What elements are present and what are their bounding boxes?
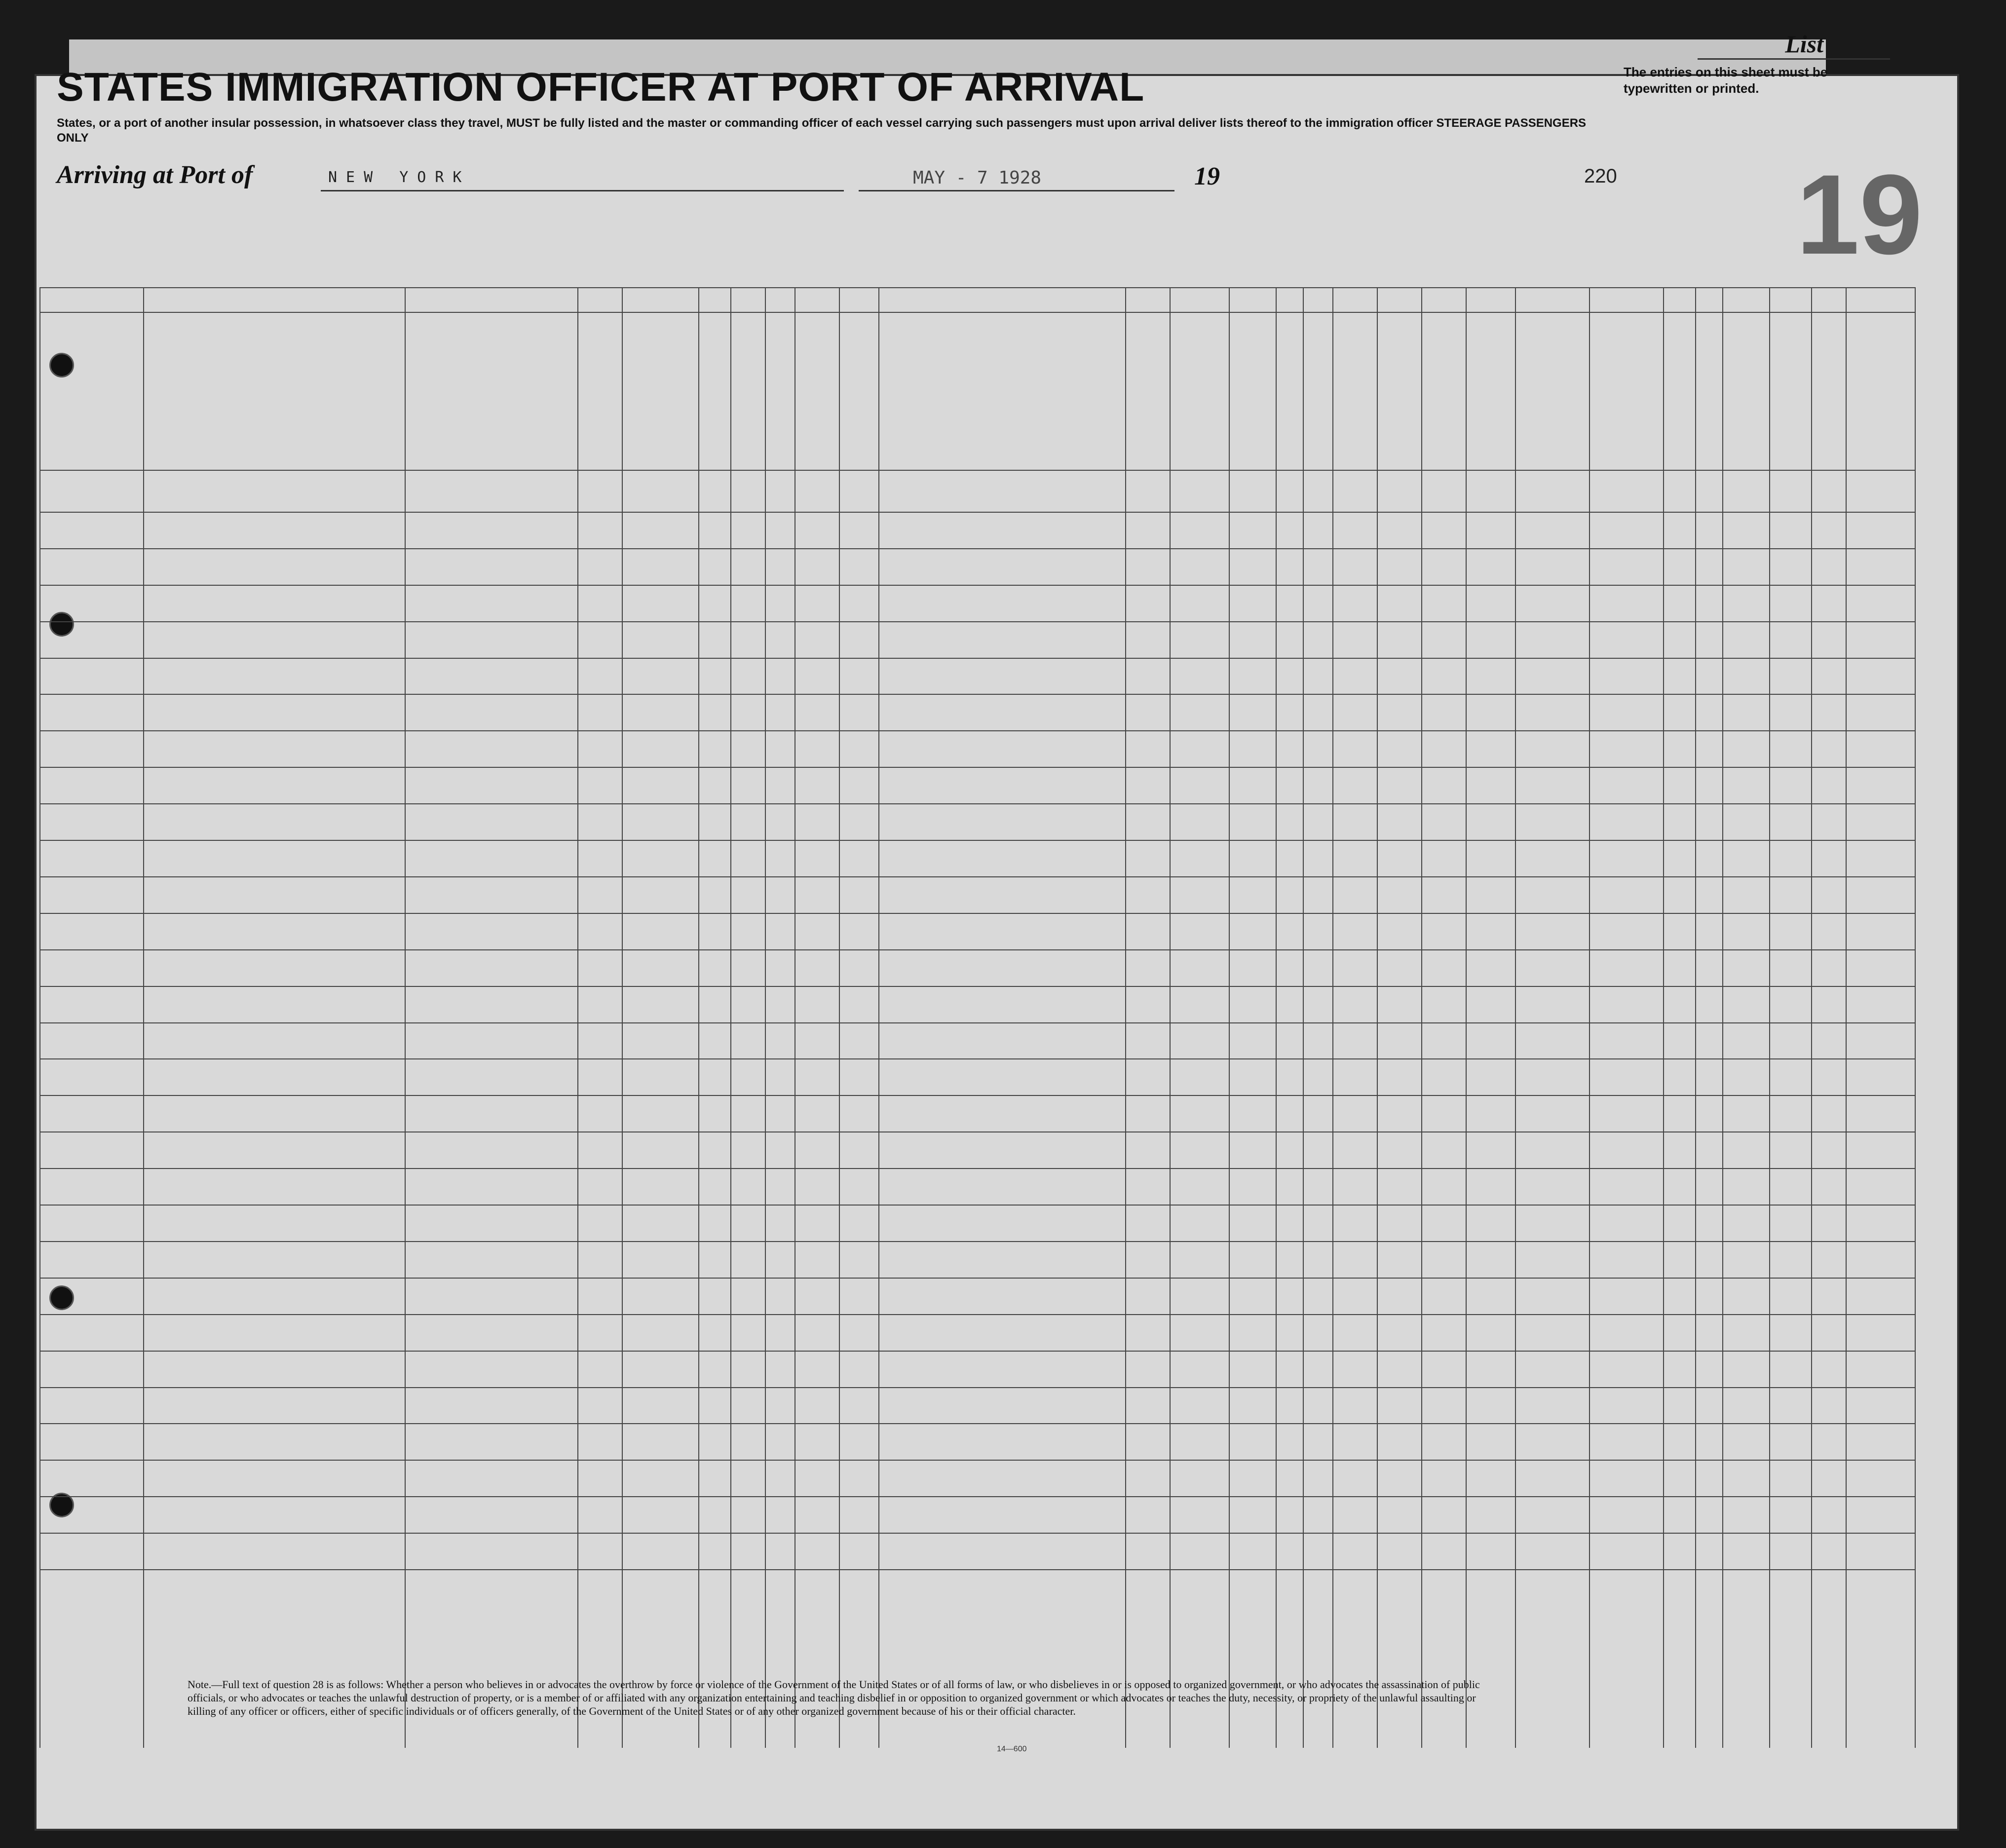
row-rule bbox=[39, 621, 1915, 622]
row-rule bbox=[39, 730, 1915, 731]
row-rule bbox=[39, 1569, 1915, 1570]
column-rule bbox=[1722, 287, 1723, 1748]
column-rule bbox=[1663, 287, 1664, 1748]
column-rule bbox=[1466, 287, 1467, 1748]
row-rule bbox=[39, 1168, 1915, 1169]
row-rule bbox=[39, 1205, 1915, 1206]
column-rule bbox=[1695, 287, 1696, 1748]
column-rule bbox=[577, 287, 578, 1748]
column-rule bbox=[405, 287, 406, 1748]
footnote-question-28: Note.—Full text of question 28 is as follows: Whether a person who believes in or advocates the overthrow by force or violence of the Government of the United States or of all forms of law, or who disbelieves in or is opposed to organized government, or who advocates the assassination of public officials, or who advocates or teaches the unlawful destruction of property, or is a member of or affiliated with any organization entertaining and teaching disbelief in or opposition to organized government or which advocates or teaches the duty, necessity, or propriety of the unlawful assaulting or killing of any officer or officers, either of specific individuals or of officers generally, of the Government of the United States or of any other organized government because of his or their official character. bbox=[188, 1678, 1480, 1717]
column-rule bbox=[143, 287, 144, 1748]
column-rule bbox=[1303, 287, 1304, 1748]
form-code: 14—600 bbox=[997, 1745, 1027, 1753]
column-rule bbox=[1421, 287, 1422, 1748]
column-rule bbox=[878, 287, 879, 1748]
row-rule bbox=[39, 1058, 1915, 1059]
row-rule bbox=[39, 512, 1915, 513]
column-rule bbox=[1170, 287, 1171, 1748]
row-rule bbox=[39, 548, 1915, 549]
column-rule bbox=[1229, 287, 1230, 1748]
row-rule bbox=[39, 803, 1915, 804]
arriving-label: Arriving at Port of bbox=[57, 161, 253, 189]
column-rule bbox=[839, 287, 840, 1748]
row-rule bbox=[39, 949, 1915, 950]
column-rule bbox=[1125, 287, 1126, 1748]
column-rule bbox=[1276, 287, 1277, 1748]
list-label: List bbox=[1785, 30, 1823, 58]
date-stamp: MAY - 7 1928 bbox=[913, 168, 1042, 188]
row-rule bbox=[39, 840, 1915, 841]
row-rule bbox=[39, 585, 1915, 586]
column-rule bbox=[1769, 287, 1770, 1748]
port-value: NEW YORK bbox=[328, 169, 471, 186]
row-rule bbox=[39, 1131, 1915, 1132]
column-rule bbox=[39, 287, 40, 1748]
column-rule bbox=[1377, 287, 1378, 1748]
column-rule bbox=[1515, 287, 1516, 1748]
header-rule bbox=[39, 312, 1915, 313]
page-title: STATES IMMIGRATION OFFICER AT PORT OF ARRIVAL bbox=[57, 65, 1145, 110]
row-rule bbox=[39, 1533, 1915, 1534]
column-rule bbox=[1811, 287, 1812, 1748]
row-rule bbox=[39, 1423, 1915, 1424]
column-rule bbox=[622, 287, 623, 1748]
instructions-text: States, or a port of another insular possession, in whatsoever class they travel, MUST be fully listed and the master or commanding officer of each vessel carrying such passengers must upon arrival deliver lists thereof to the immigration officer STEERAGE PASSENGERS ONLY bbox=[57, 116, 1587, 145]
port-underline bbox=[321, 190, 844, 191]
column-rule bbox=[1846, 287, 1847, 1748]
column-rule bbox=[1332, 287, 1333, 1748]
row-rule bbox=[39, 658, 1915, 659]
column-rule bbox=[1915, 287, 1916, 1748]
row-rule bbox=[39, 694, 1915, 695]
column-rule bbox=[1589, 287, 1590, 1748]
row-rule bbox=[39, 876, 1915, 877]
row-rule bbox=[39, 1095, 1915, 1096]
row-rule bbox=[39, 1022, 1915, 1023]
entries-note: The entries on this sheet must be typewritten or printed. bbox=[1624, 65, 1828, 96]
column-rule bbox=[730, 287, 731, 1748]
row-rule bbox=[39, 1241, 1915, 1242]
list-underline bbox=[1698, 58, 1890, 60]
row-rule bbox=[39, 1278, 1915, 1279]
column-rule bbox=[698, 287, 699, 1748]
row-rule bbox=[39, 1314, 1915, 1315]
row-rule bbox=[39, 1351, 1915, 1352]
stamped-number: 19 bbox=[1796, 151, 1923, 278]
row-rule bbox=[39, 1460, 1915, 1461]
year-prefix: 19 bbox=[1194, 162, 1220, 190]
row-rule bbox=[39, 986, 1915, 987]
manifest-table bbox=[39, 287, 1915, 1758]
row-rule bbox=[39, 1387, 1915, 1388]
row-rule bbox=[39, 767, 1915, 768]
date-underline bbox=[859, 190, 1174, 191]
header-rule bbox=[39, 470, 1915, 471]
column-rule bbox=[765, 287, 766, 1748]
row-rule bbox=[39, 1496, 1915, 1497]
row-rule bbox=[39, 913, 1915, 914]
sheet-number: 220 bbox=[1584, 165, 1617, 187]
header-rule bbox=[39, 287, 1915, 288]
